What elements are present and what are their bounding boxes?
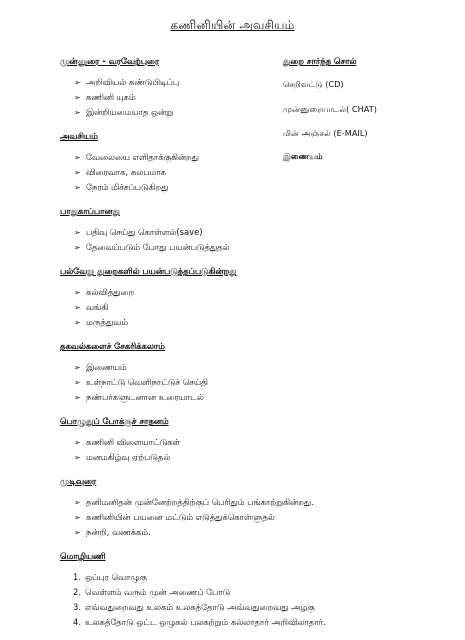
list-item: 4. உலகத்தோடு ஒட்ட ஒழுகல் பலகற்றும் கல்லாதார் அறிவிலாதார். xyxy=(73,617,326,627)
arrow-bullet-icon: ➢ xyxy=(74,378,81,387)
list-item: ➢ கணினியின் பயனை மட்டும் எடுத்துக்கொள்ளுதல் xyxy=(74,512,275,522)
list-item: ➢ பதிவு செய்து கொள்ளல்(save) xyxy=(74,227,203,237)
arrow-bullet-icon: ➢ xyxy=(74,438,81,447)
list-item: 3. எவ்வதுறைவது உலகம் உலகத்தோடு அவ்வதுறைவது அழகு xyxy=(73,602,315,612)
list-item: 2. வெள்ளம் வரும் முன் அணைப் போடு xyxy=(73,587,231,597)
sidebar-item: இணையம் xyxy=(283,151,323,161)
list-item: ➢ மனமகிழ்வு ஏற்படுதல் xyxy=(74,452,171,462)
list-item: ➢ உள்நாட்டு வெளிநாட்டுச் செய்தி xyxy=(74,377,208,387)
arrow-bullet-icon: ➢ xyxy=(74,153,81,162)
arrow-bullet-icon: ➢ xyxy=(74,453,81,462)
list-item: ➢ வேலையை எளிதாக்குகின்றது xyxy=(74,152,199,162)
arrow-bullet-icon: ➢ xyxy=(74,228,81,237)
list-item: ➢ தனிமனிதன் முன்னேற்றத்திற்குப் பெரிதும் பங்காற்றுகின்றது. xyxy=(74,497,314,507)
list-item: ➢ நன்றி, வணக்கம். xyxy=(74,527,151,537)
arrow-bullet-icon: ➢ xyxy=(74,183,81,192)
numbered-list xyxy=(60,572,400,628)
sidebar-item: செறிவட்டு (CD) xyxy=(283,79,344,89)
bullet-list xyxy=(60,287,310,328)
sidebar-heading: துறை சார்ந்த சொல் xyxy=(283,56,357,66)
list-item: ➢ வங்கி xyxy=(74,302,109,312)
list-item: ➢ நண்பர்களுடனான உரையாடல் xyxy=(74,392,204,402)
list-item: ➢ இணையம் xyxy=(74,362,127,372)
arrow-bullet-icon: ➢ xyxy=(74,363,81,372)
list-item: ➢ கணினி விளையாட்டுகள் xyxy=(74,437,181,447)
section-heading: மொழியணி xyxy=(60,551,106,561)
arrow-bullet-icon: ➢ xyxy=(74,78,81,87)
list-item: ➢ விரைவாக, சுலபமாக xyxy=(74,167,166,177)
bullet-list xyxy=(60,152,310,193)
section-heading: அவசியம் xyxy=(60,131,98,141)
arrow-bullet-icon: ➢ xyxy=(74,513,81,522)
bullet-list xyxy=(60,227,310,253)
list-item: 1. ஒப்புர வொழுகு xyxy=(73,572,147,582)
list-item: ➢ மருத்துவம் xyxy=(74,317,128,327)
bullet-list xyxy=(60,77,310,118)
list-item: ➢ அறிவியல் கண்டுபிடிப்பு xyxy=(74,77,180,87)
bullet-list xyxy=(60,497,380,538)
arrow-bullet-icon: ➢ xyxy=(74,498,81,507)
sidebar-item: முன்னுரையாடல்( CHAT) xyxy=(283,104,377,114)
bullet-list xyxy=(60,437,310,463)
list-item: ➢ இன்றியமையாத ஒன்று xyxy=(74,107,174,117)
section-heading: பல்வேறு துறைகளில் பயன்படுத்தப்படுகின்றது xyxy=(60,266,237,276)
arrow-bullet-icon: ➢ xyxy=(74,393,81,402)
section-heading: பாதுகாப்பானது xyxy=(60,206,120,216)
list-item: ➢ கணினி யுகம் xyxy=(74,92,136,102)
page-title: கணினியின் அவசியம் xyxy=(170,18,295,32)
arrow-bullet-icon: ➢ xyxy=(74,303,81,312)
arrow-bullet-icon: ➢ xyxy=(74,168,81,177)
list-item: ➢ கல்வித்துறை xyxy=(74,287,135,297)
section-heading: தகவல்களைச் சேகரிக்கலாம் xyxy=(60,341,165,351)
arrow-bullet-icon: ➢ xyxy=(74,288,81,297)
list-item: ➢ தேவைப்படும் போது பயன்படுத்துதல் xyxy=(74,242,230,252)
arrow-bullet-icon: ➢ xyxy=(74,318,81,327)
list-item: ➢ நேரம் மிச்சப்படுகிறது xyxy=(74,182,169,192)
arrow-bullet-icon: ➢ xyxy=(74,93,81,102)
arrow-bullet-icon: ➢ xyxy=(74,108,81,117)
section-heading: முன்னுரை - வரவேற்புரை xyxy=(60,56,160,66)
bullet-list xyxy=(60,362,310,403)
sidebar-item: மின் அஞ்சல் (E-MAIL) xyxy=(283,128,368,138)
section-heading: முடிவுரை xyxy=(60,476,97,486)
arrow-bullet-icon: ➢ xyxy=(74,243,81,252)
section-heading: பொழுதுப் போக்குச் சாதனம் xyxy=(60,416,169,426)
arrow-bullet-icon: ➢ xyxy=(74,528,81,537)
